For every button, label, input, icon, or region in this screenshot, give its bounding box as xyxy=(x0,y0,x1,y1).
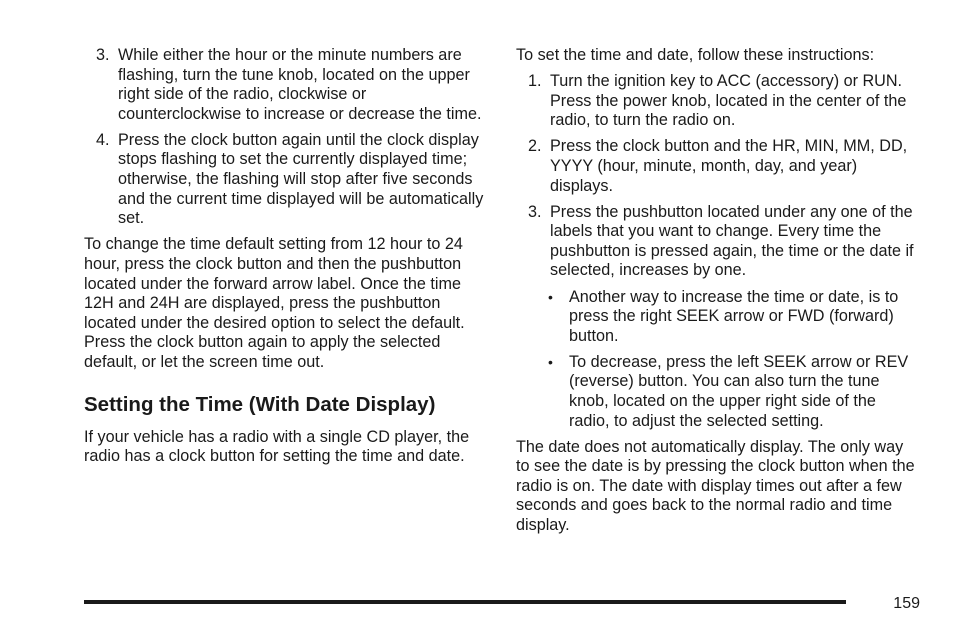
step-number-label: 3. xyxy=(96,46,110,64)
page-number: 159 xyxy=(893,595,920,612)
step-number-label: 2. xyxy=(528,137,542,156)
step-2-right xyxy=(516,137,920,196)
step-number xyxy=(516,203,550,281)
bullet-item xyxy=(516,353,920,431)
step-number xyxy=(516,137,550,196)
step-text: While either the hour or the minute numbers are flashing, turn the tune knob, located on the upper right side of the radio, clockwise or counterclockwise to increase or decrease the time. xyxy=(118,46,482,123)
step-number xyxy=(516,72,550,131)
step-number-label: 3. xyxy=(528,202,542,221)
section-heading: Setting the Time (With Date Display) xyxy=(84,392,436,416)
footer-rule xyxy=(84,600,846,604)
bullet-icon: • xyxy=(548,288,553,305)
step-3-right xyxy=(516,203,920,281)
paragraph-intro: If your vehicle has a radio with a single CD player, the radio has a clock button for setting the time and date. xyxy=(84,427,470,466)
bullet-text: To decrease, press the left SEEK arrow or REV (reverse) button. You can also turn the tune knob, located on the upper right side of the radio, to adjust the selected setting. xyxy=(569,352,909,430)
bullet-icon: • xyxy=(548,353,553,370)
step-1-right xyxy=(516,72,920,131)
step-text: Turn the ignition key to ACC (accessory) or RUN. Press the power knob, located in the center of the radio, to turn the radio on. xyxy=(550,72,907,130)
paragraph-time-default: To change the time default setting from 12 hour to 24 hour, press the clock button and then the pushbutton located under the forward arrow label. Once the time 12H and 24H are displayed, press the pushbutton located under the desired option to select the default. Press the clock button again to apply the selected default, or let the screen time out. xyxy=(84,235,465,371)
step-text: Press the pushbutton located under any one of the labels that you want to change. Every time the pushbutton is pressed again, the time or the date if selected, increases by one. xyxy=(550,202,914,280)
paragraph-date-display: The date does not automatically display. The only way to see the date is by pressing the clock button when the radio is on. The date with display times out after a few seconds and goes back to the normal radio and time display. xyxy=(516,437,915,535)
instructions-intro: To set the time and date, follow these instructions: xyxy=(516,46,875,64)
step-text: Press the clock button and the HR, MIN, MM, DD, YYYY (hour, minute, month, day, and year) displays. xyxy=(550,137,908,195)
step-3-left xyxy=(84,46,490,124)
step-number-label: 1. xyxy=(528,72,542,91)
bullet-text: Another way to increase the time or date, is to press the right SEEK arrow or FWD (forward) button. xyxy=(569,287,899,345)
step-number xyxy=(84,46,118,124)
left-column xyxy=(84,46,490,473)
step-number-label: 4. xyxy=(96,130,110,149)
right-column xyxy=(516,46,920,542)
bullet-item xyxy=(516,288,920,347)
step-text: Press the clock button again until the clock display stops flashing to set the currently displayed time; otherwise, the flashing will stop after five seconds and the current time displayed will be automatically set. xyxy=(118,130,484,228)
step-4-left xyxy=(84,131,490,229)
step-number xyxy=(84,131,118,229)
